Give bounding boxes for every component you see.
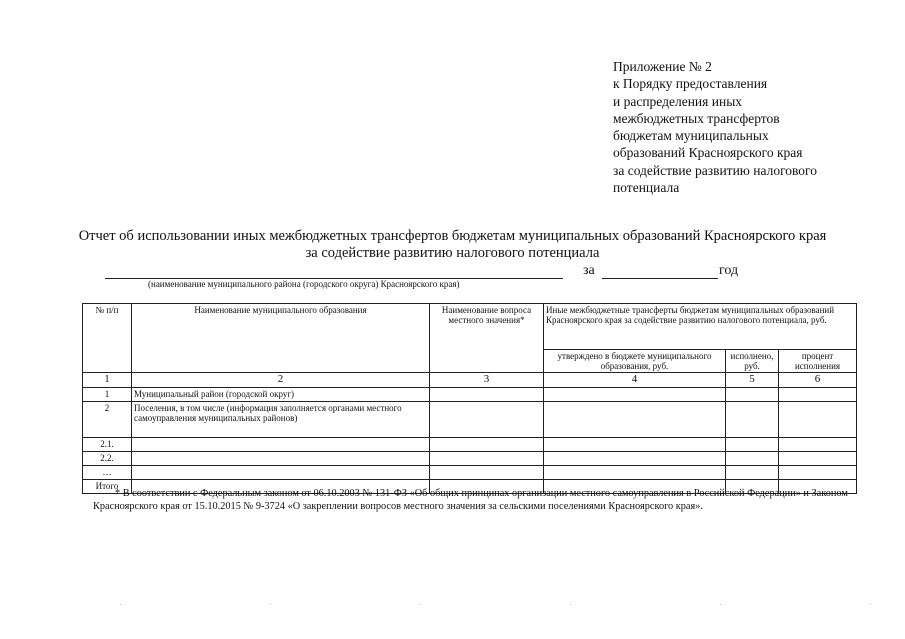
header-executed: исполнено, руб. bbox=[726, 350, 779, 373]
cell-empty bbox=[726, 466, 779, 480]
cell-empty bbox=[726, 452, 779, 466]
cell-empty bbox=[544, 452, 726, 466]
table-row bbox=[83, 452, 857, 466]
period-god-label: год bbox=[719, 263, 739, 278]
cell-empty bbox=[726, 388, 779, 402]
cell-empty bbox=[779, 438, 857, 452]
appendix-line: Приложение № 2 bbox=[613, 59, 712, 74]
scan-dot bbox=[270, 604, 271, 605]
row-num: 2.2. bbox=[83, 452, 132, 466]
cell-empty bbox=[779, 388, 857, 402]
period-za-label: за bbox=[583, 263, 595, 278]
appendix-line: потенциала bbox=[613, 180, 680, 196]
cell-empty bbox=[544, 466, 726, 480]
scan-dot bbox=[720, 604, 721, 605]
column-number: 2 bbox=[132, 373, 430, 388]
row-num: Итого bbox=[83, 480, 132, 494]
report-table bbox=[82, 303, 857, 494]
report-title bbox=[0, 228, 905, 262]
scan-dot bbox=[870, 604, 871, 605]
cell-empty bbox=[430, 388, 544, 402]
scan-dot bbox=[420, 604, 421, 605]
column-number: 6 bbox=[779, 373, 857, 388]
column-number: 3 bbox=[430, 373, 544, 388]
cell-empty bbox=[779, 466, 857, 480]
cell-empty bbox=[726, 438, 779, 452]
table-row bbox=[83, 388, 857, 402]
cell-empty bbox=[726, 402, 779, 438]
column-number: 4 bbox=[544, 373, 726, 388]
cell-empty bbox=[430, 466, 544, 480]
row-name bbox=[132, 452, 430, 466]
row-name: Муниципальный район (городской округ) bbox=[132, 388, 430, 402]
appendix-line: межбюджетных трансфертов bbox=[613, 110, 780, 126]
year-blank-line bbox=[602, 278, 718, 279]
header-transfers: Иные межбюджетные трансферты бюджетам муниципальных образований Красноярского края за содействие развитию налогового потенциала, руб. bbox=[544, 304, 857, 350]
column-number: 1 bbox=[83, 373, 132, 388]
appendix-block bbox=[613, 58, 817, 196]
report-title-line1: Отчет об использовании иных межбюджетных трансфертов бюджетам муниципальных образований Красноярского края bbox=[78, 228, 827, 244]
appendix-line: к Порядку предоставления bbox=[613, 76, 768, 92]
row-name bbox=[132, 438, 430, 452]
footnote bbox=[93, 487, 863, 513]
table-row bbox=[83, 402, 857, 438]
header-approved: утверждено в бюджете муниципального образования, руб. bbox=[544, 350, 726, 373]
column-number: 5 bbox=[726, 373, 779, 388]
appendix-line: за содействие развитию налогового bbox=[613, 162, 818, 178]
scan-dot bbox=[570, 604, 571, 605]
row-name: Поселения, в том числе (информация заполняется органами местного самоуправления муниципальных районов) bbox=[132, 402, 430, 438]
municipality-caption: (наименование муниципального района (городского округа) Красноярского края) bbox=[148, 279, 460, 289]
appendix-line: бюджетам муниципальных bbox=[613, 128, 769, 144]
scan-dot bbox=[120, 604, 121, 605]
header-name: Наименование муниципального образования bbox=[132, 304, 430, 373]
header-num: № п/п bbox=[83, 304, 132, 373]
appendix-line: образований Красноярского края bbox=[613, 145, 803, 161]
row-name bbox=[132, 466, 430, 480]
row-num: 1 bbox=[83, 388, 132, 402]
row-num: … bbox=[83, 466, 132, 480]
cell-empty bbox=[544, 402, 726, 438]
row-num: 2.1. bbox=[83, 438, 132, 452]
cell-empty bbox=[779, 452, 857, 466]
cell-empty bbox=[779, 402, 857, 438]
cell-empty bbox=[430, 452, 544, 466]
table-row bbox=[83, 466, 857, 480]
header-question: Наименование вопроса местного значения* bbox=[430, 304, 544, 373]
footnote-text: * В соответствии с Федеральным законом от 06.10.2003 № 131-ФЗ «Об общих принципах организации местного самоуправления в Российской Федерации» и Законом Красноярского края от 15.10.2015 № 9-3724 «О закреплении вопросов местного значения за сельскими поселениями Красноярского края». bbox=[93, 488, 848, 512]
appendix-line: и распределения иных bbox=[613, 93, 743, 109]
header-percent: процент исполнения bbox=[779, 350, 857, 373]
report-title-line2: за содействие развитию налогового потенциала bbox=[305, 245, 600, 261]
table-row bbox=[83, 438, 857, 452]
cell-empty bbox=[430, 438, 544, 452]
scan-dots bbox=[0, 604, 905, 606]
cell-empty bbox=[544, 388, 726, 402]
row-num: 2 bbox=[83, 402, 132, 438]
cell-empty bbox=[430, 402, 544, 438]
cell-empty bbox=[544, 438, 726, 452]
